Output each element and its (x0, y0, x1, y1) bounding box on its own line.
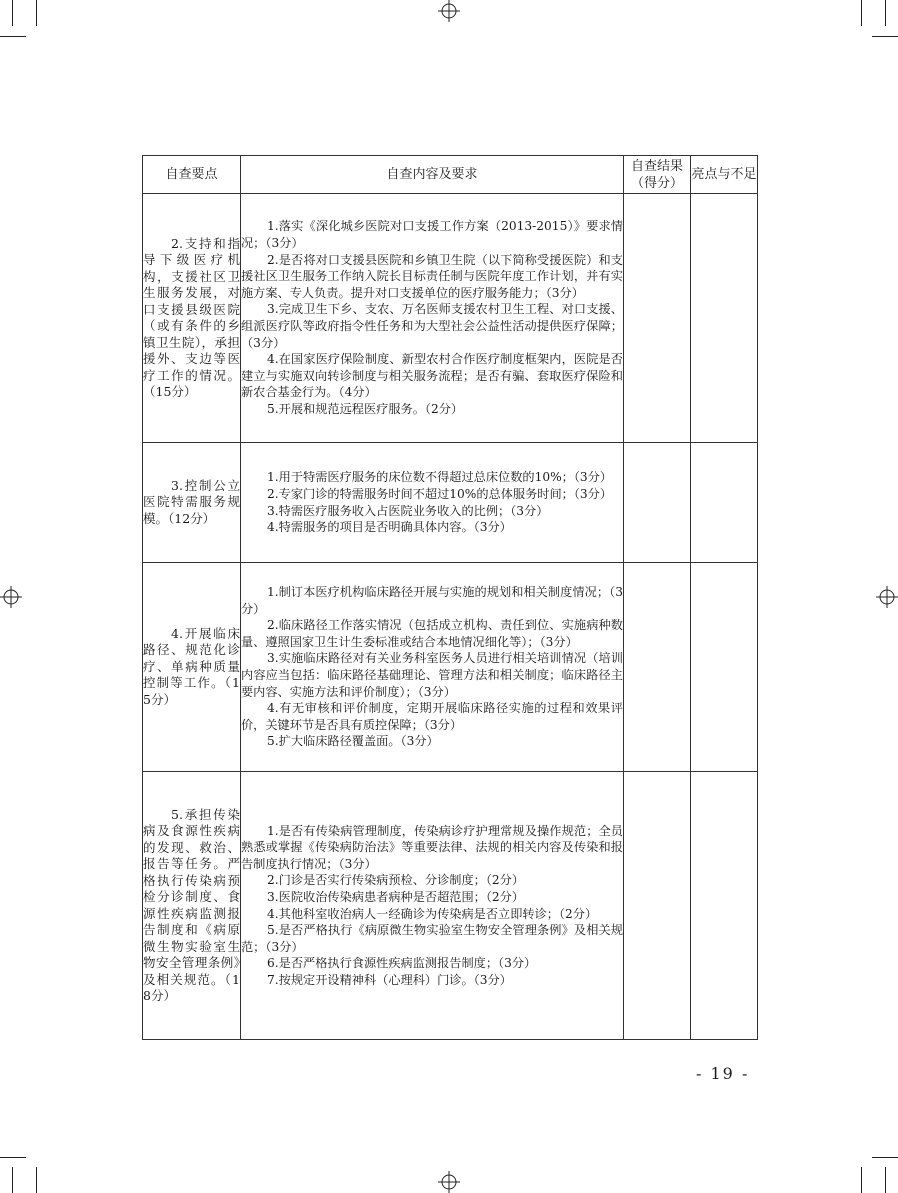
registration-mark-left (0, 586, 22, 608)
requirements-cell (241, 194, 624, 443)
header-highlights-shortcomings: 亮点与不足 (691, 156, 758, 194)
result-score-cell[interactable] (624, 443, 691, 563)
requirement-item: 2.门诊是否实行传染病预检、分诊制度；（2分） (267, 873, 525, 888)
crop-mark (872, 36, 898, 37)
highlights-cell[interactable] (691, 772, 758, 1040)
requirement-item: 1.用于特需医疗服务的床位数不得超过总床位数的10%；（3分） (267, 470, 613, 485)
requirement-item: 6.是否严格执行食源性疾病监测报告制度；（3分） (267, 956, 537, 971)
requirement-item: 3.医院收治传染病患者病种是否超范围；（2分） (267, 889, 525, 904)
crop-mark (885, 1167, 886, 1193)
requirement-item: 3.特需医疗服务收入占医院业务收入的比例；（3分） (267, 503, 549, 518)
crop-mark (885, 0, 886, 26)
header-content-requirements: 自查内容及要求 (241, 156, 624, 194)
table-row (143, 563, 758, 772)
crop-mark (36, 0, 37, 26)
table-header-row (143, 156, 758, 194)
requirement-item: 4.有无审核和评价制度，定期开展临床路径实施的过程和效果评价，关键环节是否具有质控保障；（3分） (241, 701, 623, 732)
header-inspection-point: 自查要点 (143, 156, 241, 194)
page-number: - 19 - (696, 1064, 750, 1083)
registration-mark-bottom (438, 1171, 460, 1193)
crop-mark (12, 0, 13, 26)
self-inspection-table (142, 155, 758, 1040)
highlights-cell[interactable] (691, 443, 758, 563)
table-row (143, 443, 758, 563)
requirement-item: 2.临床路径工作落实情况（包括成立机构、责任到位、实施病种数量、遵照国家卫生计生委标准或结合本地情况细化等）；（3分） (241, 618, 623, 649)
requirement-item: 4.特需服务的项目是否明确具体内容。（3分） (267, 520, 512, 535)
crop-mark (0, 1157, 26, 1158)
crop-mark (872, 1157, 898, 1158)
requirements-cell (241, 443, 624, 563)
requirement-item: 3.实施临床路径对有关业务科室医务人员进行相关培训情况（培训内容应当包括：临床路径基础理论、管理方法和相关制度；临床路径主要内容、实施方法和评价制度）；（3分） (241, 651, 623, 699)
inspection-point-cell: 4.开展临床路径、规范化诊疗、单病种质量控制等工作。（15分） (143, 563, 241, 772)
registration-mark-right (876, 586, 898, 608)
registration-mark-top (438, 0, 460, 22)
requirement-item: 4.在国家医疗保险制度、新型农村合作医疗制度框架内，医院是否建立与实施双向转诊制度与相关服务流程；是否有骗、套取医疗保险和新农合基金行为。（4分） (241, 352, 623, 400)
requirement-item: 1.落实《深化城乡医院对口支援工作方案（2013-2015）》要求情况；（3分） (241, 219, 623, 251)
table-row (143, 194, 758, 443)
requirements-cell (241, 563, 624, 772)
inspection-point-cell: 3.控制公立医院特需服务规模。（12分） (143, 443, 241, 563)
requirements-cell (241, 772, 624, 1040)
header-result-score: 自查结果（得分） (624, 156, 691, 194)
requirement-item: 1.是否有传染病管理制度，传染病诊疗护理常规及操作规范；全员熟悉或掌握《传染病防治法》等重要法律、法规的相关内容及传染和报告制度执行情况；（3分） (241, 823, 623, 871)
inspection-point-cell: 5.承担传染病及食源性疾病的发现、救治、报告等任务。严格执行传染病预检分诊制度、食源性疾病监测报告制度和《病原微生物实验室生物安全管理条例》及相关规范。（18分） (143, 772, 241, 1040)
requirement-item: 2.专家门诊的特需服务时间不超过10%的总体服务时间；（3分） (267, 486, 613, 501)
result-score-cell[interactable] (624, 194, 691, 443)
requirement-item: 4.其他科室收治病人一经确诊为传染病是否立即转诊；（2分） (267, 906, 598, 921)
highlights-cell[interactable] (691, 194, 758, 443)
requirement-item: 7.按规定开设精神科（心理科）门诊。（3分） (267, 972, 512, 987)
inspection-point-cell: 2.支持和指导下级医疗机构，支援社区卫生服务发展，对口支援县级医院（或有条件的乡镇卫生院），承担援外、支边等医疗工作的情况。（15分） (143, 194, 241, 443)
crop-mark (861, 1167, 862, 1193)
requirement-item: 5.扩大临床路径覆盖面。（3分） (267, 734, 439, 749)
result-score-cell[interactable] (624, 772, 691, 1040)
crop-mark (0, 36, 26, 37)
requirement-item: 2.是否将对口支援县医院和乡镇卫生院（以下简称受援医院）和支援社区卫生服务工作纳入院长目标责任制与医院年度工作计划，并有实施方案、专人负责。提升对口支援单位的医疗服务能力；（3分） (241, 252, 623, 300)
requirement-item: 5.开展和规范远程医疗服务。（2分） (267, 401, 464, 416)
requirement-item: 5.是否严格执行《病原微生物实验室生物安全管理条例》及相关规范；（3分） (241, 923, 623, 954)
highlights-cell[interactable] (691, 563, 758, 772)
table-row (143, 772, 758, 1040)
crop-mark (36, 1167, 37, 1193)
requirement-item: 3.完成卫生下乡、支农、万名医师支援农村卫生工程、对口支援、组派医疗队等政府指令性任务和为大型社会公益性活动提供医疗保障；（3分） (241, 302, 623, 350)
crop-mark (861, 0, 862, 26)
crop-mark (12, 1167, 13, 1193)
requirement-item: 1.制订本医疗机构临床路径开展与实施的规划和相关制度情况；（3分） (241, 585, 623, 616)
result-score-cell[interactable] (624, 563, 691, 772)
